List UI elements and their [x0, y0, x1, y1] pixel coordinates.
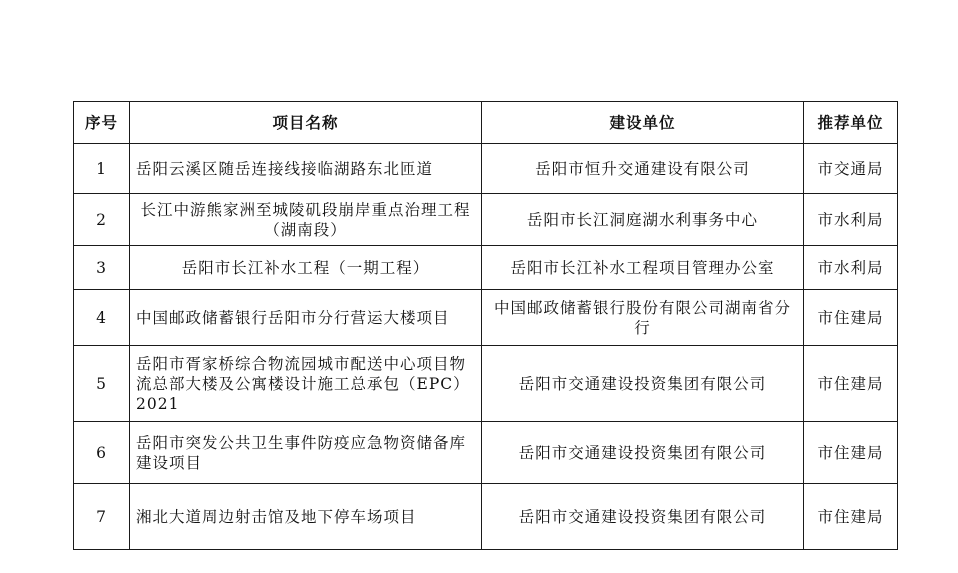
cell-project-name: 岳阳云溪区随岳连接线接临湖路东北匝道: [130, 144, 482, 194]
cell-no: 3: [74, 246, 130, 290]
table-row: [74, 422, 898, 484]
table-row: [74, 144, 898, 194]
cell-no: 2: [74, 194, 130, 246]
header-project-name: 项目名称: [130, 102, 482, 144]
header-builder: 建设单位: [482, 102, 804, 144]
cell-project-name: 长江中游熊家洲至城陵矶段崩岸重点治理工程（湖南段）: [130, 194, 482, 246]
header-no: 序号: [74, 102, 130, 144]
table-row: [74, 194, 898, 246]
header-recommender: 推荐单位: [804, 102, 898, 144]
table-row: [74, 484, 898, 550]
cell-recommender: 市住建局: [804, 290, 898, 346]
cell-no: 4: [74, 290, 130, 346]
project-table-container: [73, 101, 898, 550]
cell-builder: 岳阳市恒升交通建设有限公司: [482, 144, 804, 194]
cell-project-name: 湘北大道周边射击馆及地下停车场项目: [130, 484, 482, 550]
cell-recommender: 市住建局: [804, 484, 898, 550]
table-header: [74, 102, 898, 144]
cell-recommender: 市水利局: [804, 194, 898, 246]
cell-builder: 中国邮政储蓄银行股份有限公司湖南省分行: [482, 290, 804, 346]
header-row: [74, 102, 898, 144]
cell-recommender: 市交通局: [804, 144, 898, 194]
cell-project-name: 岳阳市突发公共卫生事件防疫应急物资储备库建设项目: [130, 422, 482, 484]
cell-recommender: 市住建局: [804, 422, 898, 484]
cell-no: 6: [74, 422, 130, 484]
table-body: [74, 144, 898, 550]
cell-recommender: 市住建局: [804, 346, 898, 422]
cell-project-name: 岳阳市长江补水工程（一期工程）: [130, 246, 482, 290]
cell-builder: 岳阳市交通建设投资集团有限公司: [482, 422, 804, 484]
cell-builder: 岳阳市长江补水工程项目管理办公室: [482, 246, 804, 290]
table-row: [74, 246, 898, 290]
cell-builder: 岳阳市交通建设投资集团有限公司: [482, 346, 804, 422]
cell-no: 1: [74, 144, 130, 194]
table-row: [74, 346, 898, 422]
cell-builder: 岳阳市长江洞庭湖水利事务中心: [482, 194, 804, 246]
cell-no: 7: [74, 484, 130, 550]
table-row: [74, 290, 898, 346]
cell-project-name: 岳阳市胥家桥综合物流园城市配送中心项目物流总部大楼及公寓楼设计施工总承包（EPC）2021: [130, 346, 482, 422]
cell-no: 5: [74, 346, 130, 422]
cell-project-name: 中国邮政储蓄银行岳阳市分行营运大楼项目: [130, 290, 482, 346]
cell-builder: 岳阳市交通建设投资集团有限公司: [482, 484, 804, 550]
cell-recommender: 市水利局: [804, 246, 898, 290]
project-table: [73, 101, 898, 550]
